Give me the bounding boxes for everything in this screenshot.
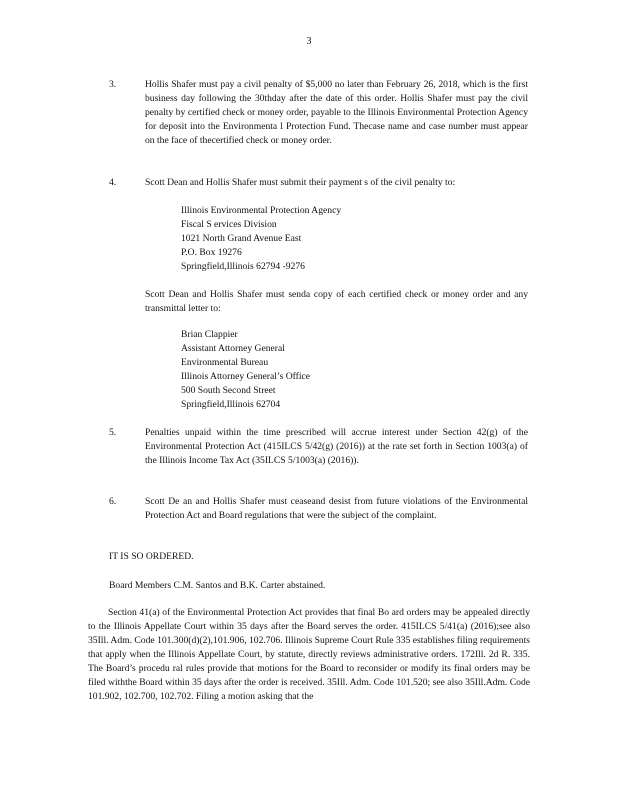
address-line: P.O. Box 19276: [181, 247, 242, 258]
address-line: 500 South Second Street: [181, 385, 276, 396]
address-line: Springfield,Illinois 62794 -9276: [181, 261, 305, 272]
item-number: 6.: [109, 496, 117, 507]
item-number: 3.: [109, 79, 117, 90]
address-line: Illinois Attorney General’s Office: [181, 371, 311, 382]
address-block-attorney: [181, 328, 511, 412]
so-ordered: IT IS SO ORDERED.: [109, 551, 194, 562]
item-text: Scott Dean and Hollis Shafer must submit their payment s of the civil penalty to:: [145, 177, 456, 188]
appeal-paragraph: Section 41(a) of the Environmental Protection Act provides that final Bo ard orders may be appealed directly to the Illinois Appellate Court within 35 days after the Board serves the order. 415ILCS 5/41(a) (2016);see also 35Ill. Adm. Code 101.300(d)(2),101.906, 102.706. Illinois Supreme Court Rule 335 establishes filing requirements that apply when the Illinois Appellate Court, by statute, directly reviews administrative orders. 172Ill. 2d R. 335. The Board’s procedu ral rules provide that motions for the Board to reconsider or modify its final orders may be filed withthe Board within 35 days after the order is received. 35Ill. Adm. Code 101.520; see also 35Ill.Adm. Code 101.902, 102.700, 102.702. Filing a motion asking that the: [88, 607, 530, 702]
board-members-note: Board Members C.M. Santos and B.K. Carter abstained.: [109, 580, 326, 591]
copy-paragraph: Scott Dean and Hollis Shafer must senda copy of each certified check or money order and any transmittal letter to:: [145, 289, 528, 314]
item-text: Hollis Shafer must pay a civil penalty of $5,000 no later than February 26, 2018, which is the first business day following the 30thday after the date of this order. Hollis Shafer must pay the civil penalty by certified check or money order, payable to the Illinois Environmental Protection Agency for deposit into the Environmenta l Protection Fund. Thecase name and case number must appear on the face of thecertified check or money order.: [145, 79, 528, 146]
address-line: Assistant Attorney General: [181, 343, 285, 354]
address-line: Illinois Environmental Protection Agency: [181, 205, 342, 216]
page-number: 3: [306, 36, 312, 47]
address-line: Springfield,Illinois 62704: [181, 399, 281, 410]
address-line: 1021 North Grand Avenue East: [181, 233, 302, 244]
item-text: Penalties unpaid within the time prescribed will accrue interest under Section 42(g) of the Environmental Protection Act (415ILCS 5/42(g) (2016)) at the rate set forth in Section 1003(a) of the Illinois Income Tax Act (35ILCS 5/1003(a) (2016)).: [145, 427, 528, 466]
item-text: Scott De an and Hollis Shafer must ceaseand desist from future violations of the Environmental Protection Act and Board regulations that were the subject of the complaint.: [145, 496, 528, 521]
address-block-epa: [181, 204, 511, 274]
address-line: Fiscal S ervices Division: [181, 219, 277, 230]
address-line: Environmental Bureau: [181, 357, 269, 368]
item-number: 5.: [109, 427, 117, 438]
address-line: Brian Clappier: [181, 329, 238, 340]
item-number: 4.: [109, 177, 117, 188]
